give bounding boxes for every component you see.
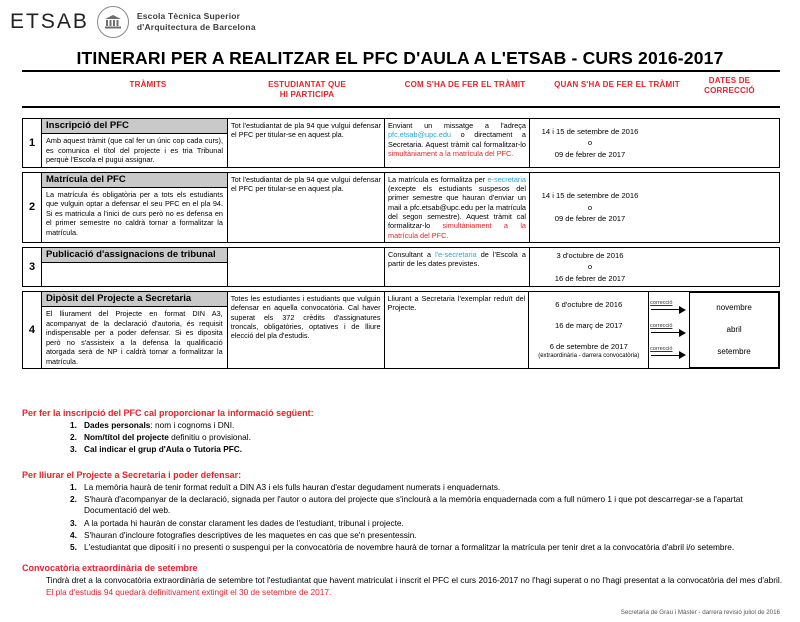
list-item-text: S'haurà d'acompanyar de la declaració, signada per l'autor o autora del projecte que s'inclourà a la memòria enquadernada com a full número 1 i que pot descarregar-se a l'apartat Documentació del web. [84,494,743,516]
list-item [70,530,782,541]
quan-line-group [538,341,639,361]
correccio-arrow [650,301,688,313]
list-item-number: 3. [70,517,77,528]
list-item [70,542,782,553]
com-part: Consultant a [388,249,436,259]
row-tramit [42,248,228,286]
quan-line: 14 i 15 de setembre de 2016 [541,191,639,201]
list-item [70,482,782,493]
brand-name-line2: d'Arquitectura de Barcelona [136,22,256,32]
column-header-com: COM S'HA DE FER EL TRÀMIT [404,80,526,89]
quan-line: 6 d'octubre de 2016 [555,299,623,309]
list-item-number: 3. [70,444,77,455]
page-title: ITINERARI PER A REALITZAR EL PFC D'AULA A L'ETSAB - CURS 2016-2017 [76,48,724,68]
column-header-tramits: TRÀMITS [129,80,167,89]
list-item-text: La memòria haurà de tenir format reduït a DIN A3 i els fulls hauran d'estar degudament numerats i enquadernats. [84,482,501,492]
table-row [22,172,780,243]
quan-line: 09 de febrer de 2017 [554,213,626,223]
e-secretaria-link[interactable]: l'e-secretaria [435,249,477,259]
date-correccio: setembre [717,347,751,356]
correccio-arrow [650,347,688,359]
header-divider [22,106,780,108]
row-estudiantat [228,248,385,286]
arrow-tip-icon [679,351,686,359]
quan-separator: o [587,138,593,148]
com-part: (excepte els estudiants suspesos del primer semestre que hauran d'enviar un mail a pfc.etsab@upc.edu per la matrícula del segon semestre). Aquest tràmit cal formalitzar-lo [388,183,526,231]
convocatoria-text: Tindrà dret a la convocatòria extraordinària de setembre tot l'estudiantat que havent matriculat i inscrit el PFC el curs 2016-2017 no l'hagi superat o no l'hagi presentat a la convocatòria del mes d'abril. [46,575,782,585]
row-tramit [42,292,228,368]
table-row [22,247,780,287]
list-item-rest: : nom i cognoms i DNI. [150,420,235,430]
list-item-number: 1. [70,420,77,430]
section-inscripcio [22,408,782,457]
quan-line: 16 de febrer de 2017 [554,273,626,283]
list-item-text: S'hauran d'incloure fotografies descriptives de les maquetes en cas que se'n presentessin. [84,529,417,540]
section-inscripcio-heading: Per fer la inscripció del PFC cal proporcionar la informació següent: [22,408,314,418]
column-header-estudiantat-l2: HI PARTICIPA [279,90,335,100]
row-number: 3 [23,248,42,286]
arrow-shaft [651,332,681,333]
row-quan [529,292,649,368]
com-part: Enviant un missatge a l'adreça [388,121,526,130]
row-tramit [42,119,228,167]
date-correccio: novembre [716,302,752,312]
footer-note: Secretaria de Grau i Màster - darrera revisió juliol de 2016 [620,609,780,616]
quan-separator: o [587,202,593,212]
com-part: La matrícula es formalitza per [388,174,488,184]
row-number: 2 [23,173,42,242]
brand-name [137,11,256,32]
section-lliurar-heading: Per lliurar el Projecte a Secretaria i poder defensar: [22,470,242,480]
list-item [70,432,782,443]
list-item-text: A la portada hi hauràn de constar clarament les dades de l'estudiant, tribunal i projecte. [84,517,404,528]
correccio-arrows [649,292,689,368]
list-item-rest: definitiu o provisional. [168,432,251,443]
row-com [385,173,530,242]
list-item-text: L'estudiantat que diposití i no presenti o suspengui per la convocatòria de novembre haurà de tornar a formalitzar la matrícula per tenir dret a la convocatòria d'abril i/o setembre. [84,541,735,552]
arrow-tip-icon [679,306,686,314]
email-link[interactable]: pfc.etsab@upc.edu [388,130,451,140]
column-header-dates-l1: DATES DE [708,76,751,85]
arrow-shaft [651,309,681,310]
row-com [385,248,530,286]
list-item-bold: Cal indicar el grup d'Aula o Tutoria PFC. [84,444,243,455]
section-convocatoria-body [46,575,782,598]
section-convocatoria-heading: Convocatòria extraordinària de setembre [22,563,198,573]
column-header-quan: QUAN S'HA DE FER EL TRÀMIT [554,80,680,89]
correccio-arrow-label: correcció [650,345,673,352]
date-correccio: abril [726,324,742,334]
row-estudiantat: Totes les estudiantes i estudiants que vulguin defensar en aquella convocatòria. Cal haver superat els 372 crèdits d'assignatures troncals, obligatòries, optatives i de lliure elecció del pla d'estudis. [228,292,385,368]
list-item-number: 2. [70,432,77,443]
quan-line: 09 de febrer de 2017 [554,149,626,159]
tramit-title: Dipòsit del Projecte a Secretaria [42,292,227,307]
list-item-bold: Dades personals [84,420,151,430]
list-item [70,518,782,529]
row-com [385,292,530,368]
column-header-estudiantat [222,80,392,101]
list-item-bold: Nom/títol del projecte [84,432,169,443]
com-part-emphasis: simultàniament a la matrícula del PFC. [388,221,526,240]
section-inscripcio-list [70,420,782,456]
tramit-description: El lliurament del Projecte en format DIN A3, acompanyat de la declaració d'autoria, és requisit indispensable per a poder defensar. Si es diposita però no s'assisteix a la defensa la qualificació atorgada serà de NP i caldrà tornar a formalitzar la matrícula. [45,309,223,366]
e-secretaria-link[interactable]: e-secretaria [487,174,526,184]
section-lliurar [22,470,782,554]
com-part: Lliurant a Secretaria l'exemplar reduït del Projecte. [387,294,526,313]
table-row [22,291,780,369]
com-part: de l'Escola a partir de les dates previstes. [388,249,526,269]
list-item-number: 4. [70,529,77,540]
list-item-number: 2. [70,494,77,505]
brand-acronym: ETSAB [10,10,89,33]
row-estudiantat: Tot l'estudiantat de pla 94 que vulgui defensar el PFC per titular-se en aquest pla. [228,173,385,242]
tramit-description: La matrícula és obligatòria per a tots els estudiants que vulguin optar a defensar el seu PFC en el pla 94. Si es matricula a l'inici de curs però no es defensa en el primer semestre no caldrà tornar a formalitzar la matrícula. [46,189,223,237]
correccio-arrow [650,324,688,336]
column-header-dates-l2: CORRECCIÓ [704,86,755,96]
brand-header [10,6,256,38]
correccio-arrow-label: correcció [650,323,673,330]
convocatoria-text-emphasis: El pla d'estudis 94 quedarà definitivament extingit el 30 de setembre de 2017. [46,586,332,597]
row-estudiantat: Tot l'estudiantat de pla 94 que vulgui defensar el PFC per titular-se en aquest pla. [228,119,385,167]
list-item [70,420,782,431]
tramit-description: Amb aquest tràmit (que cal fer un únic cop cada curs), es comunica el títol del projecte i es tria Tribunal perquè l'Escola el pugui assignar. [46,136,223,165]
quan-line: 3 d'octubre de 2016 [556,250,624,260]
column-header-dates [682,76,777,97]
table-row [22,118,780,168]
row-number: 4 [23,292,42,368]
quan-line: 14 i 15 de setembre de 2016 [541,126,639,136]
row-quan [530,248,650,286]
section-convocatoria [22,563,782,598]
correccio-arrow-label: correcció [650,300,673,307]
com-part-emphasis: simultàniament a la matrícula del PFC. [388,148,514,158]
quan-line: 16 de març de 2017 [554,320,623,330]
arrow-tip-icon [679,329,686,337]
section-lliurar-list [70,482,782,553]
row-quan [530,173,650,242]
brand-name-line1: Escola Tècnica Superior [136,11,241,22]
list-item-number: 5. [70,541,77,552]
list-item [70,444,782,455]
itinerary-table [22,118,780,373]
title-divider [22,70,780,72]
column-header-estudiantat-l1: ESTUDIANTAT QUE [268,80,346,89]
table-column-headers [22,76,780,106]
row-quan [530,119,650,167]
list-item [70,494,782,516]
quan-separator: o [587,262,593,272]
quan-line: 6 de setembre de 2017 [549,341,628,351]
tramit-title: Inscripció del PFC [42,119,227,134]
row-dates-correccio [689,292,779,368]
tramit-title: Matrícula del PFC [42,173,227,188]
list-item-number: 1. [70,482,77,492]
row-com [385,119,530,167]
tramit-title: Publicació d'assignacions de tribunal [42,248,227,263]
quan-note: (extraordinària - darrera convocatòria) [538,353,640,360]
tramit-description [42,263,227,277]
row-tramit [42,173,228,242]
com-part: o directament a Secretaria. Aquest tràmit cal formalitzar-lo [388,130,526,149]
arrow-shaft [651,355,681,356]
building-columns-icon [97,6,129,38]
row-number: 1 [23,119,42,167]
